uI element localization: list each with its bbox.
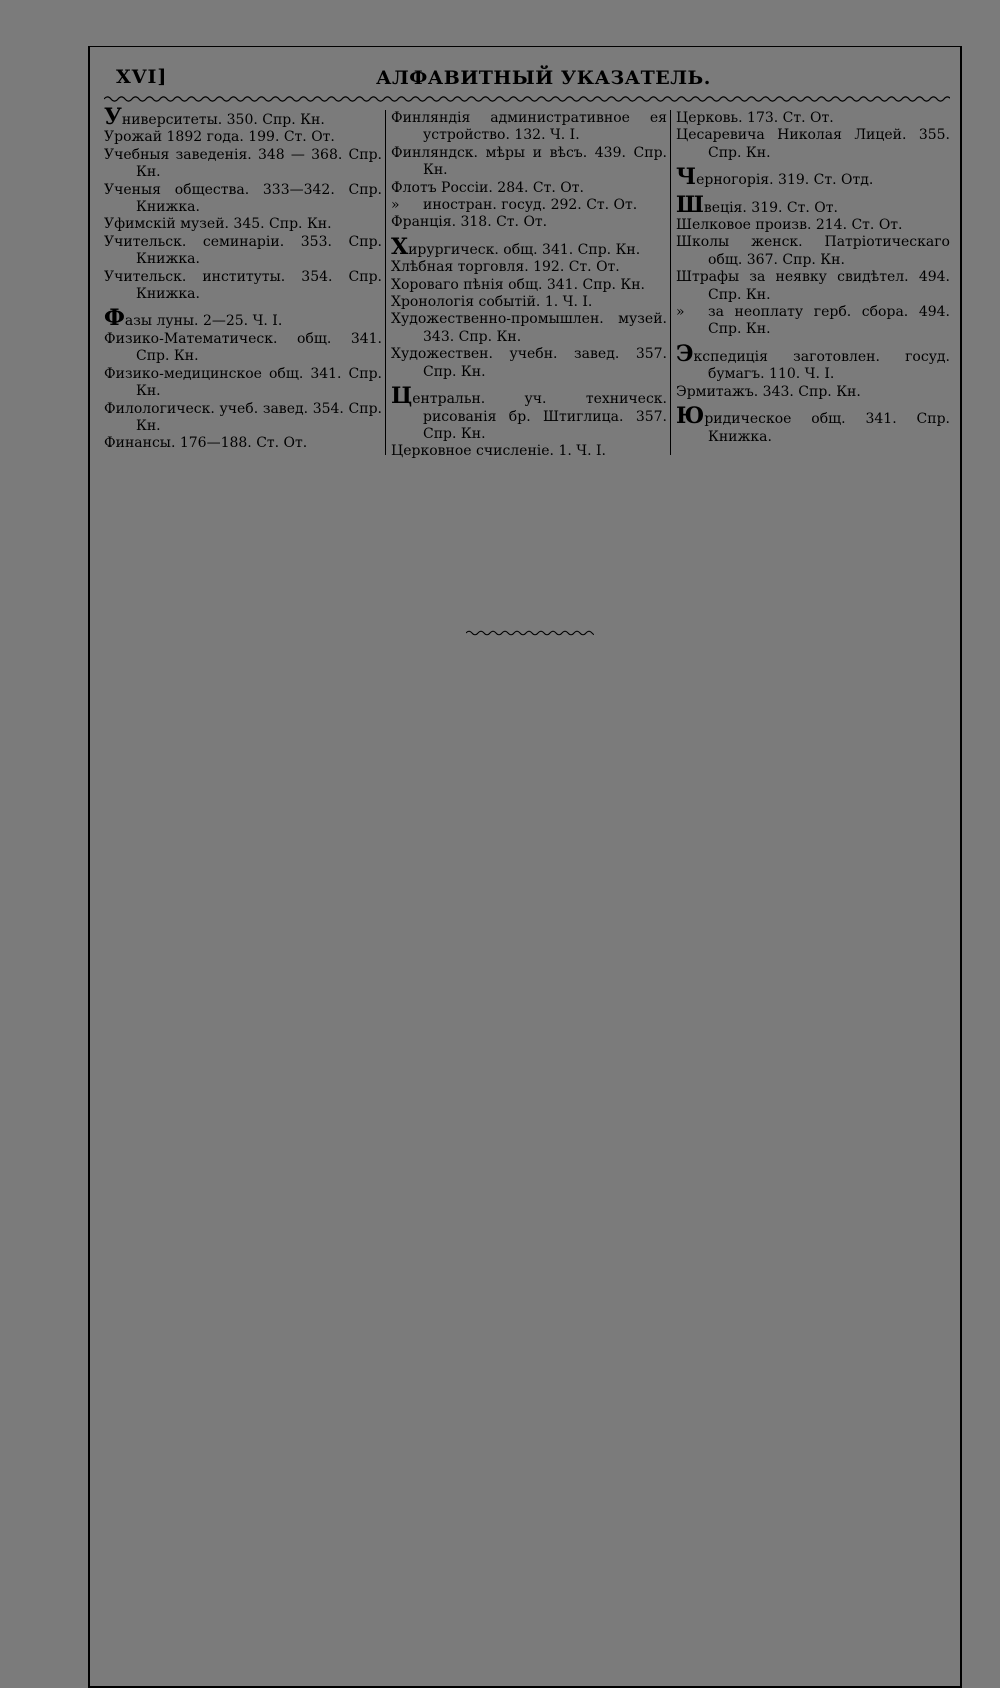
index-entry [104,269,382,304]
entry-text: Художественно-промышлен. музей. 343. Спр. Кн. [391,311,667,345]
index-entry [676,127,950,162]
index-entry [104,435,382,452]
end-ornament [466,628,594,638]
index-entry [391,383,667,443]
entry-text: ентральн. уч. техническ. рисованія бр. Штиглица. 357. Спр. Кн. [412,391,667,442]
entry-text: Финансы. 176—188. Ст. От. [104,435,308,452]
entry-text: иностран. госуд. 292. Ст. От. [423,197,638,214]
entry-text: Школы женск. Патріотическаго общ. 367. Спр. Кн. [676,234,950,268]
index-entry [104,305,382,332]
entry-text: Ученыя общества. 333—342. Спр. Книжка. [104,181,382,216]
index-entry [676,164,950,191]
header-wavy-rule [104,93,950,105]
index-entry [676,269,950,304]
entry-text: Хронологія событій. 1. Ч. I. [391,294,593,311]
index-entry [391,294,667,311]
entry-text: Физико-медицинское общ. 341. Спр. Кн. [104,365,382,400]
entry-text: Художествен. учебн. завед. 357. Спр. Кн. [391,346,667,380]
entry-text: Физико-Математическ. общ. 341. Спр. Кн. [104,330,382,365]
index-entry [104,401,382,436]
letter-initial: У [104,104,122,130]
index-entry [391,311,667,346]
index-entry [391,346,667,381]
index-entry [391,197,667,214]
column-divider [670,110,671,455]
index-entry [676,110,950,127]
index-entry [391,443,667,460]
index-entry [391,277,667,294]
index-column-2 [391,110,667,461]
entry-text: ридическое общ. 341. Спр. Книжка. [704,411,950,445]
column-divider [385,110,386,455]
index-entry [676,304,950,339]
entry-text: ирургическ. общ. 341. Спр. Кн. [408,241,641,258]
entry-text: Уфимскій музей. 345. Спр. Кн. [104,216,332,233]
running-title: АЛФАВИТНЫЙ УКАЗАТЕЛЬ. [376,67,711,89]
letter-initial: Ш [676,191,704,218]
index-columns [104,104,950,460]
entry-text: Франція. 318. Ст. От. [391,214,548,231]
index-entry [391,180,667,197]
page-number: XVI] [116,66,168,88]
ditto-mark: » [391,197,400,214]
index-entry [676,217,950,234]
entry-text: Штрафы за неявку свидѣтел. 494. Спр. Кн. [676,269,950,303]
index-entry [104,234,382,269]
entry-text: Учительск. семинаріи. 353. Спр. Книжка. [104,233,382,268]
index-entry [104,366,382,401]
index-entry [391,110,667,145]
entry-text: Хлѣбная торговля. 192. Ст. От. [391,259,620,276]
letter-initial: Х [391,233,409,260]
entry-text: кспедиція заготовлен. госуд. бумагъ. 110. Ч. I. [693,348,950,383]
entry-text: Церковное счисленіе. 1. Ч. I. [391,443,606,460]
letter-initial: Ф [104,305,125,332]
index-entry [391,259,667,276]
index-entry [391,145,667,180]
index-entry [676,384,950,401]
entry-text: Флотъ Россіи. 284. Ст. От. [391,179,584,196]
index-column-1 [104,104,382,453]
entry-text: Церковь. 173. Ст. От. [676,110,834,126]
ditto-mark: » [676,304,685,321]
letter-initial: Э [676,340,694,367]
entry-text: ерногорія. 319. Ст. Отд. [696,172,874,189]
index-entry [676,403,950,446]
entry-text: Финляндія административное ея устройство. 132. Ч. I. [391,110,667,144]
index-entry [104,104,382,130]
index-entry [104,129,382,146]
index-entry [391,214,667,231]
entry-text: азы луны. 2—25. Ч. I. [124,313,283,330]
entry-text: Учительск. институты. 354. Спр. Книжка. [104,268,382,303]
letter-initial: Ч [676,164,697,191]
index-entry [676,191,950,218]
letter-initial: Ц [391,383,413,410]
index-entry [104,147,382,182]
entry-text: Эрмитажъ. 343. Спр. Кн. [676,383,861,400]
index-entry [104,331,382,366]
entry-text: Финляндск. мѣры и вѣсъ. 439. Спр. Кн. [391,144,667,179]
entry-text: Хороваго пѣнія общ. 341. Спр. Кн. [391,276,646,293]
entry-text: Урожай 1892 года. 199. Ст. От. [104,129,335,146]
index-entry [104,182,382,217]
entry-text: Цесаревича Николая Лицей. 355. Спр. Кн. [676,127,950,161]
index-entry [676,340,950,384]
index-entry [104,216,382,233]
entry-text: Шелковое произв. 214. Ст. От. [676,217,903,234]
entry-text: Учебныя заведенія. 348 — 368. Спр. Кн. [104,146,382,181]
entry-text: за неоплату герб. сбора. 494. Спр. Кн. [708,304,950,338]
index-entry [676,234,950,269]
entry-text: веція. 319. Ст. От. [703,199,838,216]
index-column-3 [676,110,950,446]
index-entry [391,233,667,260]
entry-text: Филологическ. учеб. завед. 354. Спр. Кн. [104,400,382,434]
entry-text: ниверситеты. 350. Спр. Кн. [121,112,325,128]
letter-initial: Ю [676,403,705,430]
